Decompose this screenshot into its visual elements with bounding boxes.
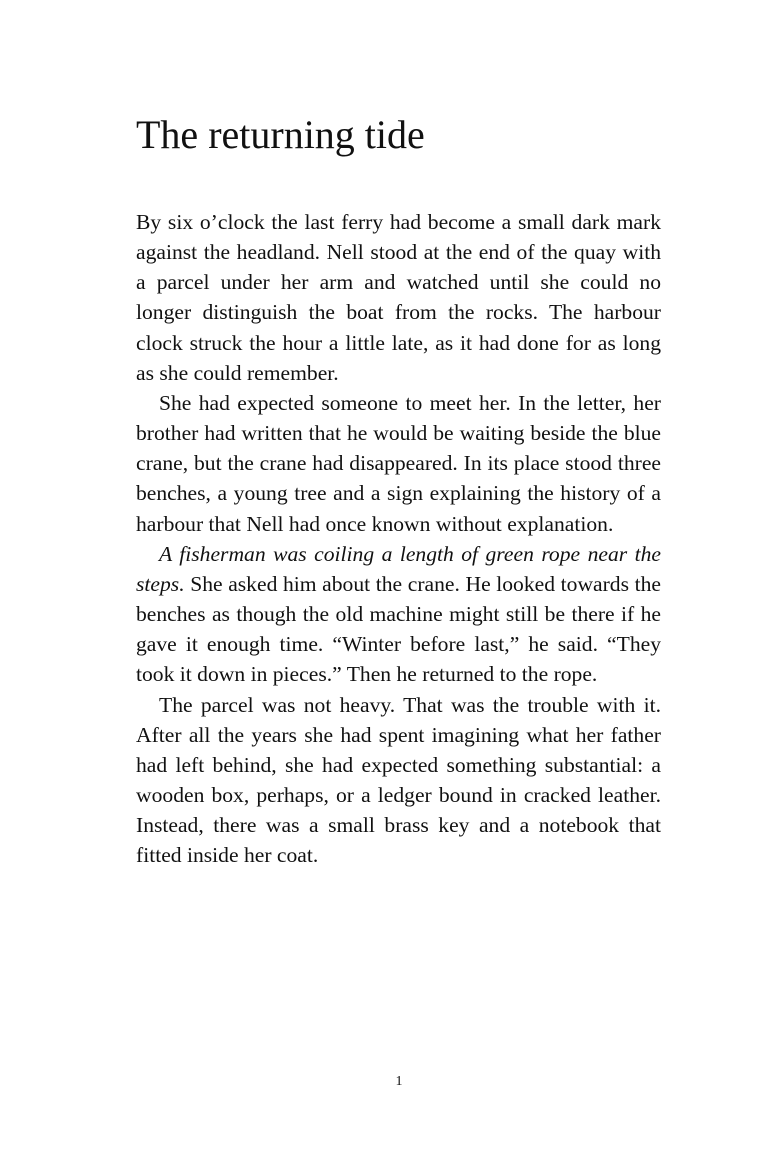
paragraph-4: The parcel was not heavy. That was the trouble with it. After all the years she had spent imagining what her father had left behind, she had expected something substantial: a wooden box, perhaps, or a ledger bound in cracked leather. Instead, there was a small brass key and a notebook that fitted inside her coat. xyxy=(136,692,661,868)
paragraph-3-text: She asked him about the crane. He looked towards the benches as though the old machine might still be there if he gave it enough time. “Winter before last,” he said. “They took it down in pieces.” Then he returned to the rope. xyxy=(136,571,661,687)
paragraph-1: By six o’clock the last ferry had become a small dark mark against the headland. Nell stood at the end of the quay with a parcel under her arm and watched until she could no longer distinguish the boat from the rocks. The harbour clock struck the hour a little late, as it had done for as long as she could remember. xyxy=(136,210,661,385)
paragraph-3-italic-sentence: A fisherman was coiling a length of green rope near the steps. xyxy=(136,541,661,596)
page-number: 1 xyxy=(395,1074,403,1089)
chapter-title: The returning tide xyxy=(136,112,425,157)
chapter-body xyxy=(136,207,661,870)
paragraph-2: She had expected someone to meet her. In the letter, her brother had written that he would be waiting beside the blue crane, but the crane had disappeared. In its place stood three benches, a young tree and a sign explaining the history of a harbour that Nell had once known without explanation. xyxy=(136,390,661,536)
paragraph-3 xyxy=(136,539,661,690)
